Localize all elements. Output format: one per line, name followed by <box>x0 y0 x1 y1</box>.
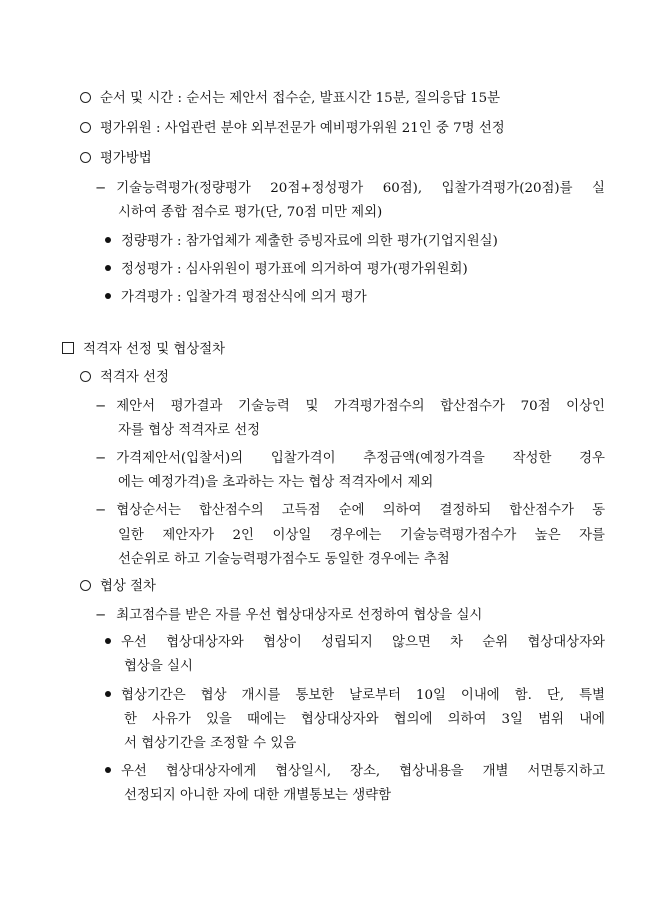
selection-1-line-2: 자를 협상 적격자로 선정 <box>118 423 261 438</box>
selection-3-line-3: 선순위로 하고 기술능력평가점수도 동일한 경우에는 추첨 <box>118 552 450 567</box>
selection-2-line-2: 에는 예정가격)을 초과하는 자는 협상 적격자에서 제외 <box>118 475 434 490</box>
circle-bullet-icon <box>80 152 91 163</box>
negotiation-2-line-2: 한 사유가 있을 때에는 협상대상자와 협의에 의하여 3일 범위 내에 <box>124 712 605 727</box>
section-title: 적격자 선정 및 협상절차 <box>83 342 226 357</box>
dash-bullet: − <box>95 399 107 414</box>
qualitative-item: 정성평가 : 심사위원이 평가표에 의거하여 평가(평가위원회) <box>105 260 468 280</box>
dash-bullet: − <box>95 451 107 466</box>
circle-bullet-icon <box>80 371 91 382</box>
selection-3-line-2: 일한 제안자가 2인 이상일 경우에는 기술능력평가점수가 높은 자를 <box>118 528 605 543</box>
dot-bullet-icon <box>105 691 111 697</box>
negotiation-2-line-3: 서 협상기간을 조정할 수 있음 <box>124 736 297 751</box>
method-heading <box>80 149 152 169</box>
selection-2-line-1: − 가격제안서(입찰서)의 입찰가격이 추정금액(예정가격을 작성한 경우 <box>95 451 605 466</box>
circle-bullet-icon <box>80 92 91 103</box>
dot-bullet-icon <box>105 265 111 271</box>
committee-text: 평가위원 : 사업관련 분야 외부전문가 예비평가위원 21인 중 7명 선정 <box>100 121 505 136</box>
circle-bullet-icon <box>80 580 91 591</box>
selection-heading: 적격자 선정 <box>80 368 169 388</box>
dash-bullet: − <box>95 181 107 196</box>
committee-item <box>80 119 505 139</box>
selection-3-line-1: − 협상순서는 합산점수의 고득점 순에 의하여 결정하되 합산점수가 동 <box>95 503 605 518</box>
order-time-text: 순서 및 시간 : 순서는 제안서 접수순, 발표시간 15분, 질의응답 15분 <box>100 91 501 106</box>
dot-bullet-icon <box>105 767 111 773</box>
negotiation-heading: 협상 절차 <box>80 577 156 597</box>
dot-bullet-icon <box>105 237 111 243</box>
quantitative-item: 정량평가 : 참가업체가 제출한 증빙자료에 의한 평가(기업지원실) <box>105 232 498 252</box>
negotiation-main: − 최고점수를 받은 자를 우선 협상대상자로 선정하여 협상을 실시 <box>95 608 483 623</box>
negotiation-3-line-1: 우선 협상대상자에게 협상일시, 장소, 협상내용을 개별 서면통지하고 <box>105 762 605 782</box>
negotiation-2-line-1: 협상기간은 협상 개시를 통보한 날로부터 10일 이내에 함. 단, 특별 <box>105 686 605 706</box>
method-line-2: 시하여 종합 점수로 평가(단, 70점 미만 제외) <box>118 205 383 220</box>
order-time-item <box>80 89 500 109</box>
circle-bullet-icon <box>80 122 91 133</box>
negotiation-3-line-2: 선정되지 아니한 자에 대한 개별통보는 생략함 <box>124 788 392 803</box>
dash-bullet: − <box>95 608 107 623</box>
dot-bullet-icon <box>105 293 111 299</box>
dash-bullet: − <box>95 503 107 518</box>
selection-1-line-1: − 제안서 평가결과 기술능력 및 가격평가점수의 합산점수가 70점 이상인 <box>95 399 605 414</box>
section-heading <box>62 340 225 360</box>
negotiation-1-line-2: 협상을 실시 <box>124 659 193 674</box>
square-bullet-icon <box>62 342 74 354</box>
dot-bullet-icon <box>105 638 111 644</box>
negotiation-1-line-1: 우선 협상대상자와 협상이 성립되지 않으면 차 순위 협상대상자와 <box>105 633 605 653</box>
method-title: 평가방법 <box>100 151 152 166</box>
method-line-1: − 기술능력평가(정량평가 20점+정성평가 60점), 입찰가격평가(20점)를 실 <box>95 181 605 196</box>
price-item: 가격평가 : 입찰가격 평점산식에 의거 평가 <box>105 288 367 308</box>
